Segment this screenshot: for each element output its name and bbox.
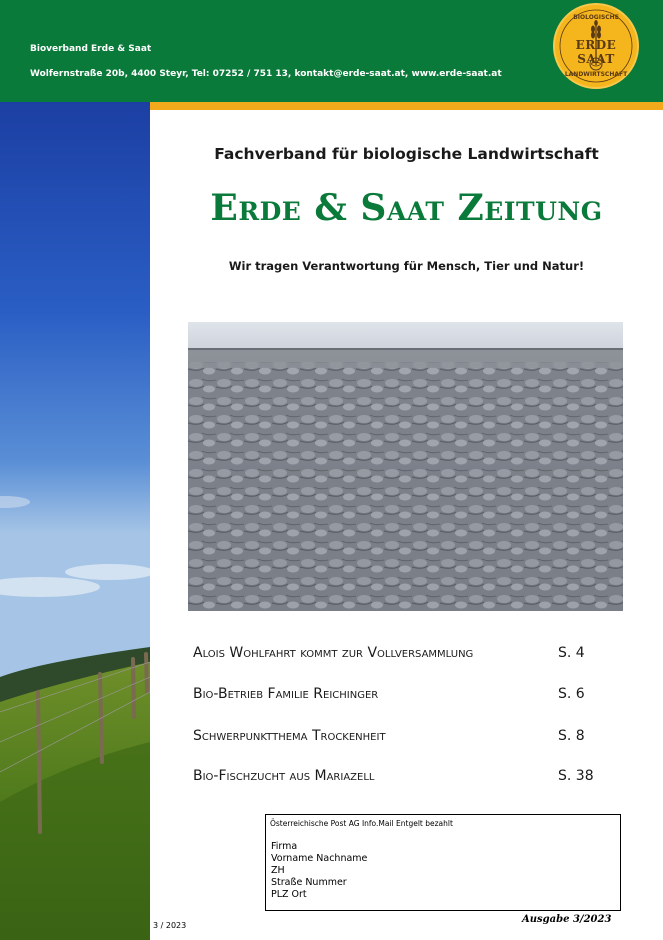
header-bar <box>0 0 663 102</box>
mailing-address-box <box>265 814 621 911</box>
org-name: Bioverband Erde & Saat <box>30 44 152 54</box>
toc-title: Schwerpunktthema Trockenheit <box>193 728 386 744</box>
toc-page: S. 8 <box>558 728 585 744</box>
address-line-company: Firma <box>271 841 298 852</box>
address-line-zh: ZH <box>271 865 285 876</box>
address-lines <box>271 841 367 901</box>
toc-item-2[interactable] <box>193 686 603 708</box>
issue-label: Ausgabe 3/2023 <box>522 914 612 925</box>
erde-saat-logo <box>553 3 639 89</box>
pasture-photo <box>0 102 150 940</box>
toc-item-3[interactable] <box>193 728 603 750</box>
logo-arc-top: BIOLOGISCHE <box>573 14 619 21</box>
toc-title: Alois Wohlfahrt kommt zur Vollversammlung <box>193 645 474 661</box>
address-line-name: Vorname Nachname <box>271 853 368 864</box>
masthead-tagline: Wir tragen Verantwortung für Mensch, Tier und Natur! <box>228 259 585 273</box>
cracked-field-photo <box>188 322 623 611</box>
toc-item-4[interactable] <box>193 768 603 790</box>
toc-page: S. 38 <box>558 768 594 784</box>
toc-title: Bio-Fischzucht aus Mariazell <box>193 768 375 784</box>
address-line-street: Straße Nummer <box>271 877 347 888</box>
org-address: Wolfernstraße 20b, 4400 Steyr, Tel: 07252 / 751 13, kontakt@erde-saat.at, www.erde-saat.at <box>30 69 502 79</box>
toc-item-1[interactable] <box>193 645 603 667</box>
toc-title: Bio-Betrieb Familie Reichinger <box>193 686 379 702</box>
toc-page: S. 4 <box>558 645 585 661</box>
masthead-title: Erde & Saat Zeitung <box>210 187 603 229</box>
logo-center-text: ERDE SAAT <box>575 38 617 66</box>
page-number: 3 / 2023 <box>153 921 187 930</box>
address-line-city: PLZ Ort <box>271 889 307 900</box>
postage-notice: Österreichische Post AG Info.Mail Entgelt bezahlt <box>270 819 453 828</box>
toc-page: S. 6 <box>558 686 585 702</box>
masthead-subtitle: Fachverband für biologische Landwirtschaft <box>214 145 599 163</box>
logo-arc-bottom: LANDWIRTSCHAFT <box>564 71 628 78</box>
